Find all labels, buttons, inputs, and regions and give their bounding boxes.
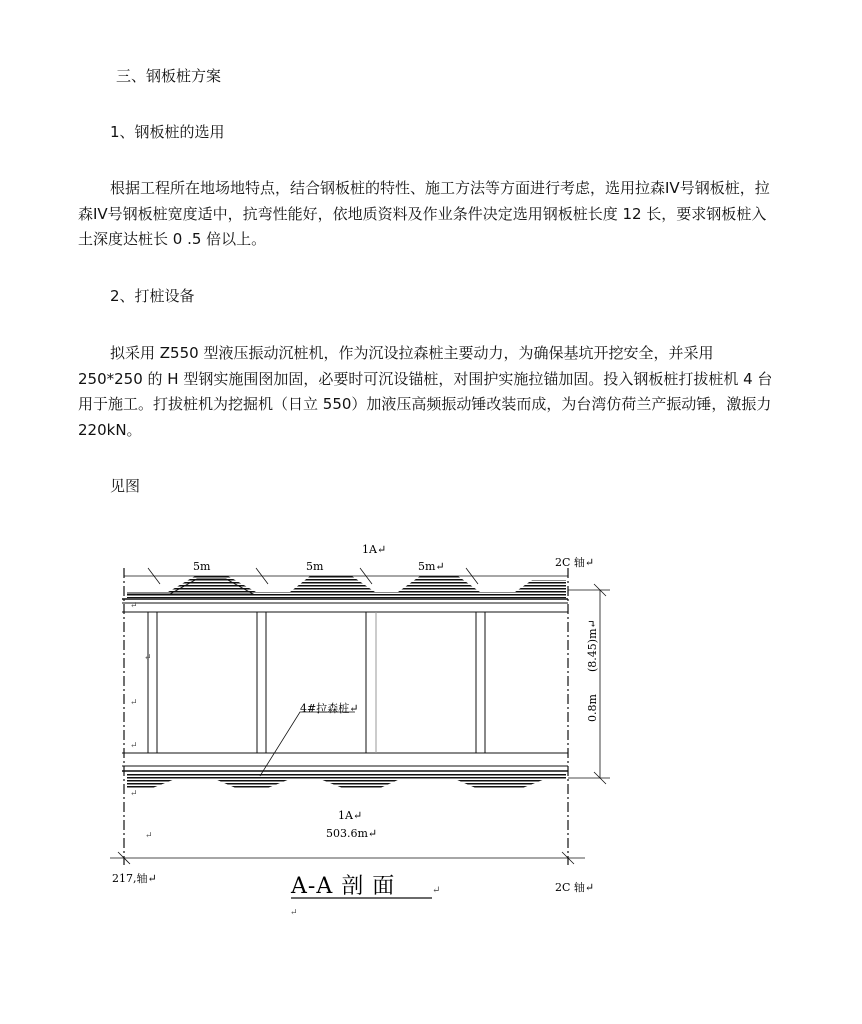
paragraph-2: 拟采用 Z550 型液压振动沉桩机，作为沉设拉森桩主要动力，为确保基坑开挖安全，并采用 250*250 的 H 型钢实施围囹加固，必要时可沉设锚桩，对围护实施拉锚加固。投入钢板桩打拔桩机 4 台用于施工。打拔桩机为挖掘机（日立 550）加液压高频振动锤改装而成，为台湾仿荷兰产振动锤，激振力 220kN。 xyxy=(78,344,773,439)
svg-text:↵: ↵ xyxy=(145,831,153,841)
svg-text:↵: ↵ xyxy=(130,789,138,799)
section-title: 三、钢板桩方案 xyxy=(116,67,222,85)
dimension-lines xyxy=(110,568,610,898)
bottom-sheet-pile-row xyxy=(122,753,568,789)
subsection-title-1: 1、钢板桩的选用 xyxy=(110,123,225,141)
section-title-mark: ↵ xyxy=(432,885,441,896)
top-1a-label: 1A↵ xyxy=(362,543,387,556)
svg-text:↵: ↵ xyxy=(130,601,138,611)
pile-label: 4#拉森桩↵ xyxy=(300,702,359,715)
strut-columns xyxy=(148,612,485,753)
bottom-1a-label: 1A↵ xyxy=(338,809,363,822)
section-a-a-title: A-A 剖 面 xyxy=(291,874,396,899)
span-label-2: 5m xyxy=(306,560,324,573)
vertical-dim-label-2: 0.8m xyxy=(586,694,599,722)
subsection-title-2: 2、打桩设备 xyxy=(110,287,195,305)
svg-text:↵: ↵ xyxy=(130,698,138,708)
span-label-3: 5m↵ xyxy=(418,560,445,573)
svg-text:↵: ↵ xyxy=(144,653,152,663)
svg-text:↵: ↵ xyxy=(290,908,298,918)
vertical-dim-label-1: (8.45)m↵ xyxy=(586,619,599,672)
paragraph-1: 根据工程所在地场地特点，结合钢板桩的特性、施工方法等方面进行考虑，选用拉森IV号钢板桩，拉森IV号钢板桩宽度适中，抗弯性能好，依地质资料及作业条件决定选用钢板桩长度 12 长，要求钢板桩入土深度达桩长 0 .5 倍以上。 xyxy=(78,179,770,248)
svg-text:↵: ↵ xyxy=(130,741,138,751)
axis-2c-top-label: 2C 轴↵ xyxy=(555,556,595,569)
axis-217-label: 217,轴↵ xyxy=(112,872,157,885)
span-label-1: 5m xyxy=(193,560,211,573)
see-figure-text: 见图 xyxy=(110,477,141,495)
sheet-pile-section-drawing xyxy=(0,530,862,930)
length-label: 503.6m↵ xyxy=(326,827,378,840)
top-sheet-pile-row xyxy=(122,576,568,612)
paragraph-marks xyxy=(130,601,298,918)
axis-2c-bottom-label: 2C 轴↵ xyxy=(555,881,595,894)
